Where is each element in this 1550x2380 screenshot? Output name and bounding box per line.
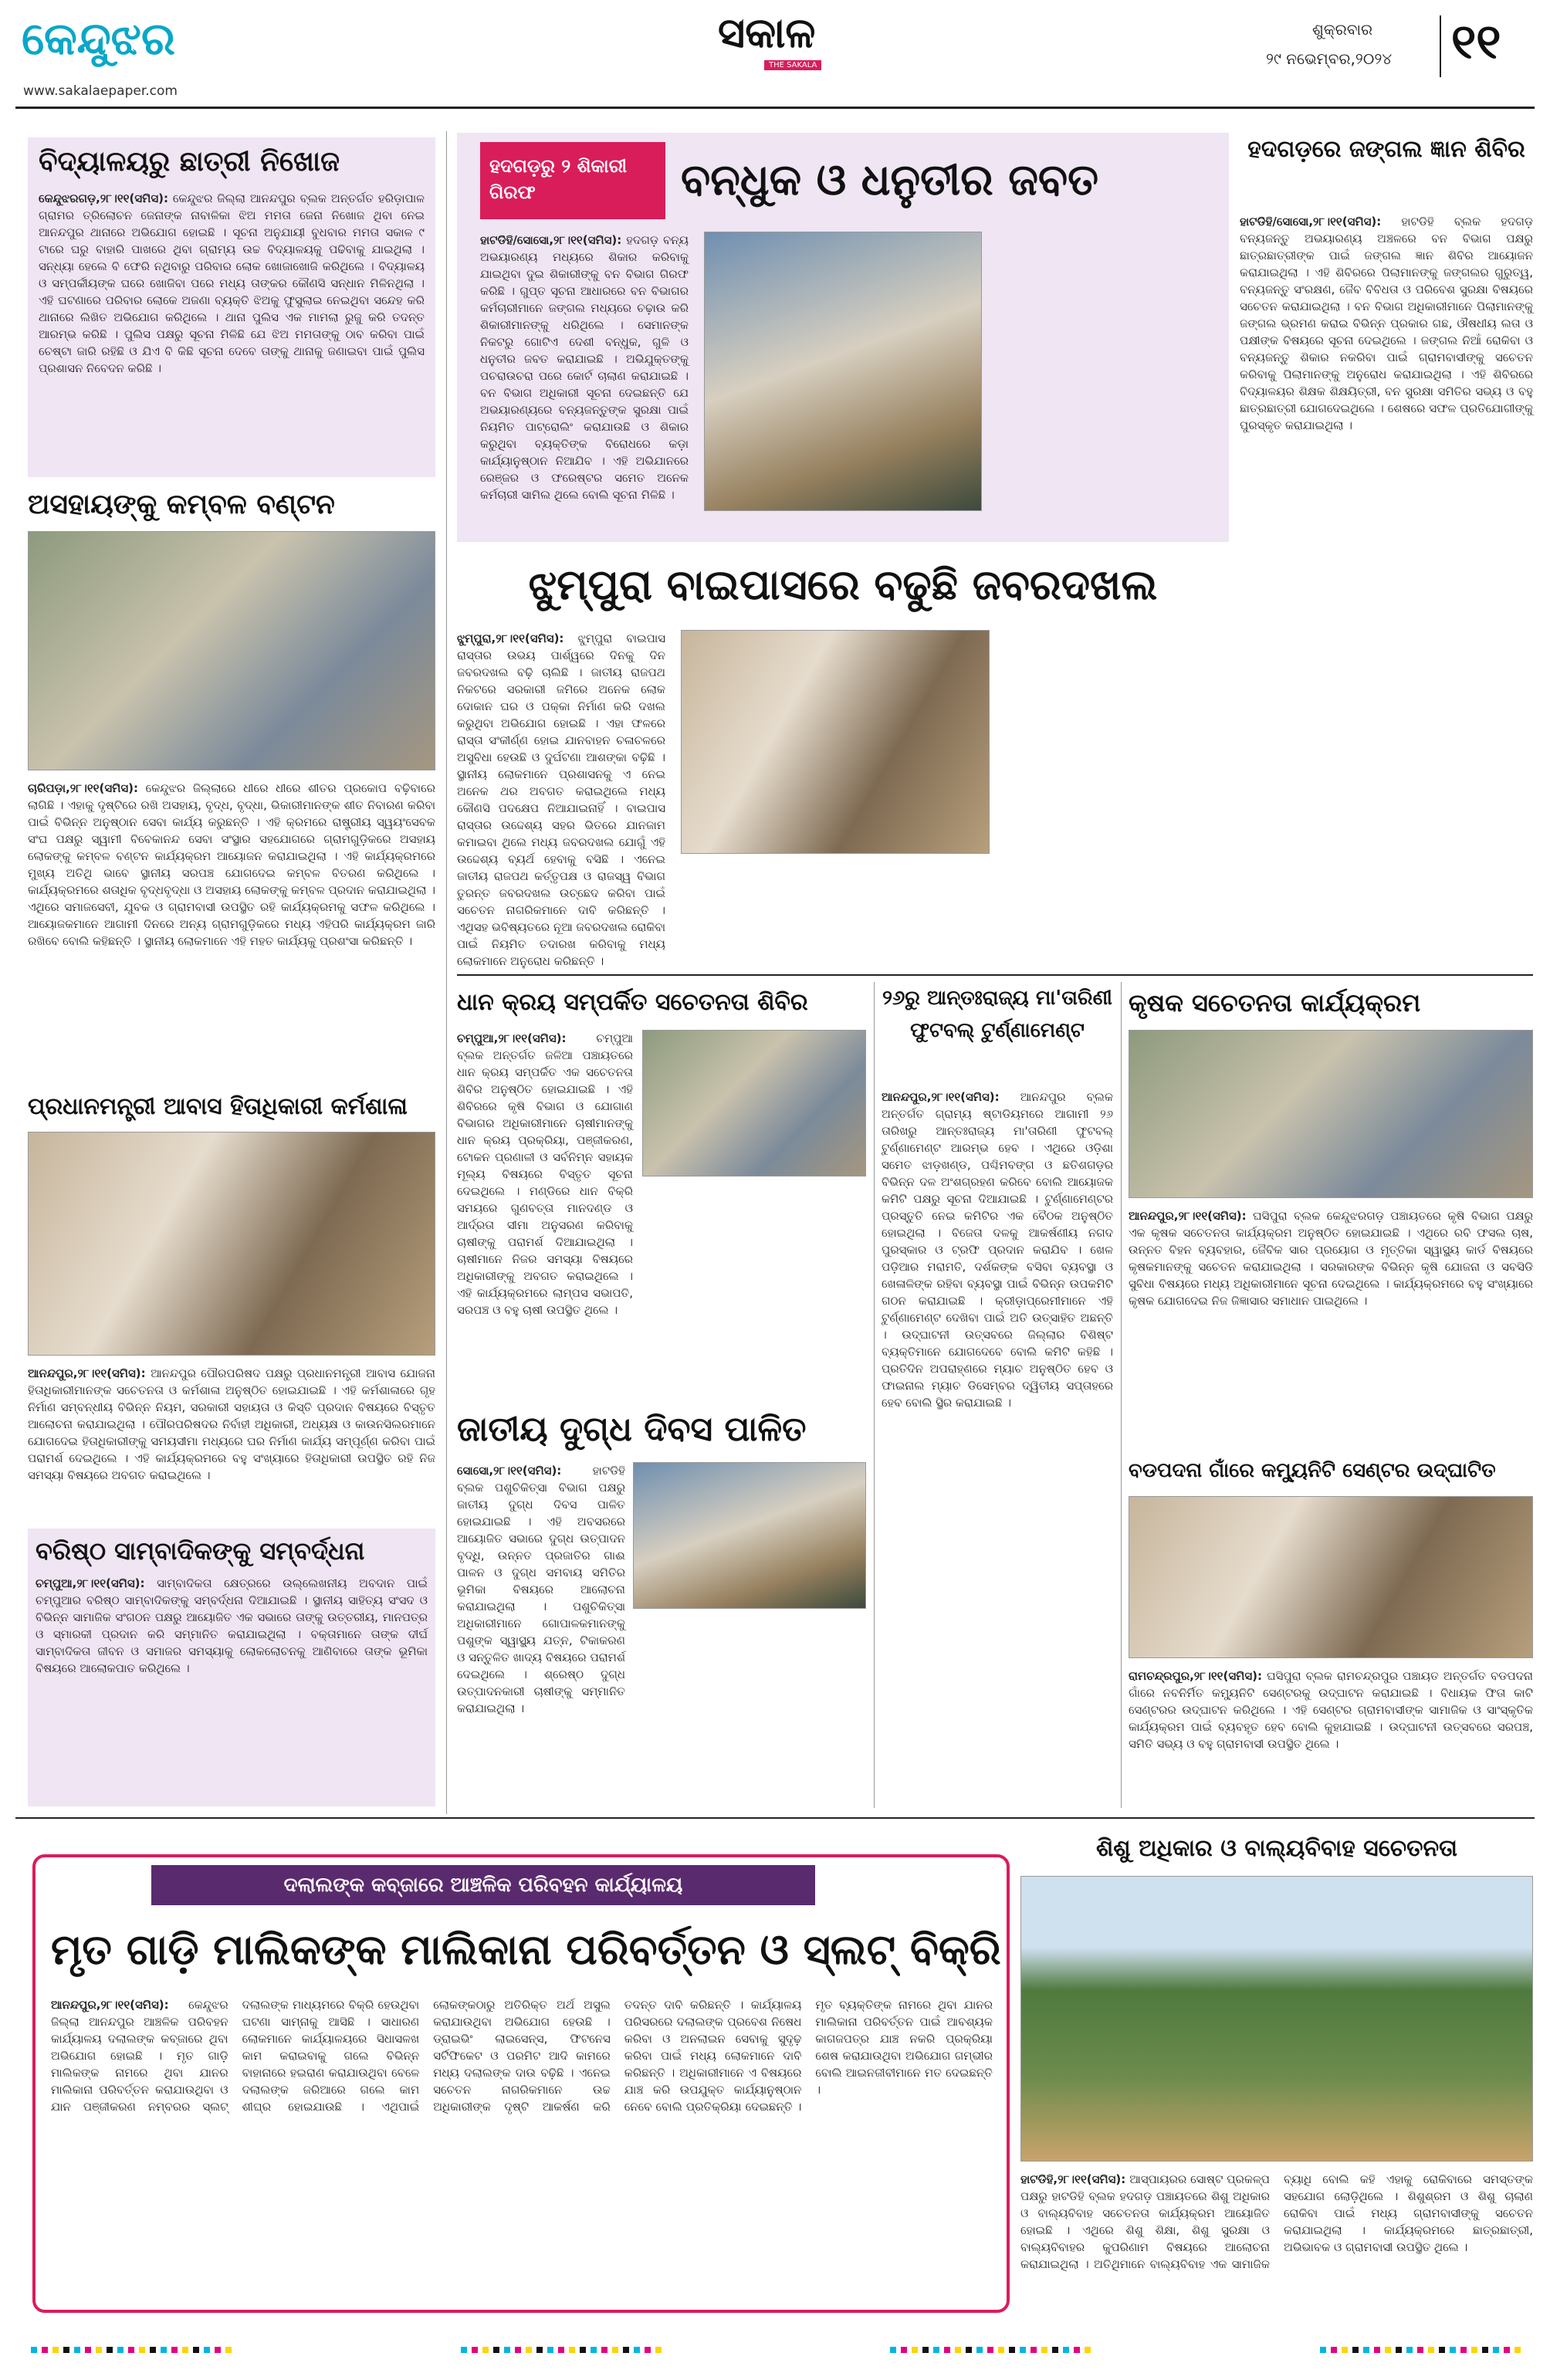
masthead: [0, 0, 1550, 116]
article-byline: ଚମ୍ପୁଆ,୨୮।୧୧(ସମିସ):: [457, 1031, 567, 1045]
article-headline: କୃଷକ ସଚେତନତା କାର୍ଯ୍ୟକ୍ରମ: [1129, 988, 1421, 1017]
article-body: [1129, 1667, 1533, 1803]
article-body: [1129, 1207, 1533, 1439]
article-headline: ବଡପଦନା ଗାଁରେ କମ୍ୟୁନିଟି ସେଣ୍ଟର ଉଦ୍‌ଘାଟିତ: [1129, 1459, 1496, 1482]
article-photo: [1129, 1496, 1533, 1658]
article-headline: ଧାନ କ୍ରୟ ସମ୍ପର୍କିତ ସଚେତନତା ଶିବିର: [457, 989, 808, 1016]
article-headline: ବରିଷ୍ଠ ସାମ୍ବାଦିକଙ୍କୁ ସମ୍ବର୍ଦ୍ଧନା: [36, 1536, 365, 1566]
article-photo: [28, 531, 435, 770]
article-body: [457, 1030, 633, 1393]
article-photo: [642, 1030, 866, 1176]
section-divider: [457, 974, 1533, 976]
issue-date: ୨୯ ନଭେମ୍ବର,୨୦୨୪: [1266, 49, 1393, 68]
article-child-rights: [1020, 1828, 1533, 2314]
page-number: ୧୧: [1451, 13, 1501, 69]
article-headline: ଝୁମ୍ପୁରା ବାଇପାସରେ ବଢୁଛି ଜବରଦଖଲ: [528, 560, 1158, 609]
article-football-tournament: [882, 982, 1113, 1808]
article-bypass-encroachment: [457, 550, 1229, 967]
article-headline: ହଦଗଡ଼ରେ ଜଙ୍ଗଲ ଜ୍ଞାନ ଶିବିର: [1247, 136, 1525, 163]
masthead-rule: [15, 107, 1535, 109]
article-text: କେନ୍ଦୁଝର ଜିଲ୍ଲାରେ ଧୀରେ ଧୀରେ ଶୀତର ପ୍ରକୋପ ବଢ଼ିବାରେ ଲାଗିଛି । ଏହାକୁ ଦୃଷ୍ଟିରେ ରଖି ଅସହାୟ, ବୃଦ୍ଧ, ବୃଦ୍ଧା, ଭିକାରୀମାନଙ୍କ ଶୀତ ନିବାରଣ କରିବା ପାଇଁ ବିଭିନ୍ନ ଅନୁଷ୍ଠାନ ସେବା କାର୍ଯ୍ୟ କରୁଛନ୍ତି । ଏହି କ୍ରମରେ ରାଷ୍ଟ୍ରୀୟ ସ୍ୱୟଂସେବକ ସଂଘ ପକ୍ଷରୁ ସ୍ୱାମୀ ବିବେକାନନ୍ଦ ସେବା ସଂସ୍ଥାର ସହଯୋଗରେ ଗ୍ରାମଗୁଡ଼ିକରେ ଅସହାୟ ଲୋକଙ୍କୁ କମ୍ବଳ ବଣ୍ଟନ କାର୍ଯ୍ୟକ୍ରମ ଆୟୋଜନ କରାଯାଇଥିଲା । ଏହି କାର୍ଯ୍ୟକ୍ରମରେ ମୁଖ୍ୟ ଅତିଥି ଭାବେ ସ୍ଥାନୀୟ ସରପଞ୍ଚ ଯୋଗଦେଇ କମ୍ବଳ ବିତରଣ କରିଥିଲେ । କାର୍ଯ୍ୟକ୍ରମରେ ଶତାଧିକ ବୃଦ୍ଧବୃଦ୍ଧା ଓ ଅସହାୟ ଲୋକଙ୍କୁ କମ୍ବଳ ପ୍ରଦାନ କରାଯାଇଥିଲା । ଏଥିରେ ସମାଜସେବୀ, ଯୁବକ ଓ ଗ୍ରାମବାସୀ ଉପସ୍ଥିତ ରହି କାର୍ଯ୍ୟକ୍ରମକୁ ସଫଳ କରିଥିଲେ । ଆୟୋଜକମାନେ ଆଗାମୀ ଦିନରେ ଅନ୍ୟ ଗ୍ରାମଗୁଡ଼ିକରେ ମଧ୍ୟ ଏହିପରି କାର୍ଯ୍ୟକ୍ରମ ଜାରି ରଖିବେ ବୋଲି କହିଛନ୍ତି । ସ୍ଥାନୀୟ ଲୋକମାନେ ଏହି ମହତ କାର୍ଯ୍ୟକୁ ପ୍ରଶଂସା କରିଛନ୍ତି ।: [28, 781, 435, 948]
article-photo: [681, 630, 990, 854]
article-byline: ସୋସୋ,୨୮।୧୧(ସମିସ):: [457, 1464, 562, 1478]
article-headline: ବନ୍ଧୁକ ଓ ଧନୁତୀର ଜବତ: [681, 155, 1099, 205]
article-headline: ଜାତୀୟ ଦୁଗ୍ଧ ଦିବସ ପାଳିତ: [457, 1410, 807, 1449]
article-paddy-procurement: [457, 982, 866, 1399]
article-text: କେନ୍ଦୁଝର ଜିଲ୍ଲା ଆନନ୍ଦପୁର ବ୍ଲକ ଅନ୍ତର୍ଗତ ହରିଡ଼ାପାଳ ଗ୍ରାମର ତ୍ରିଲୋଚନ ଜେନାଙ୍କ ନାବାଳିକା ଝିଅ ମମତା ଜେନା ନିଖୋଜ ଥିବା ନେଇ ଆନନ୍ଦପୁର ଥାନାରେ ଅଭିଯୋଗ ହୋଇଛି । ସୂଚନା ଅନୁଯାୟୀ ବୁଧବାର ମମତା ସକାଳ ୯ ଟାରେ ଘରୁ ବାହାରି ପାଖରେ ଥିବା ଗ୍ରାମ୍ୟ ଉଚ୍ଚ ବିଦ୍ୟାଳୟକୁ ପଢିବାକୁ ଯାଇଥିଲା । ସନ୍ଧ୍ୟା ହେଲେ ବି ଫେରି ନଥିବାରୁ ପରିବାର ଲୋକ ଖୋଜାଖୋଜି କରିଥିଲେ । ବିଦ୍ୟାଳୟ ଓ ସମ୍ପର୍କୀୟଙ୍କ ଘରେ ଖୋଜିବା ପରେ ମଧ୍ୟ ତାଙ୍କର କୌଣସି ସନ୍ଧାନ ମିଳିନଥିଲା । ଏହି ଘଟଣାରେ ପରିବାର ଲୋକେ ଅଜଣା ବ୍ୟକ୍ତି ଝିଅକୁ ଫୁସୁଲାଇ ନେଇଥିବା ସନ୍ଦେହ କରି ଥାନାରେ ଲିଖିତ ଅଭିଯୋଗ କରିଥିଲେ । ଥାନା ପୁଲିସ ଏକ ମାମଲା ରୁଜୁ କରି ତଦନ୍ତ ଆରମ୍ଭ କରିଛି । ପୁଲିସ ପକ୍ଷରୁ ସୂଚନା ମିଳିଛି ଯେ ଝିଅ ମମତାଙ୍କୁ ଠାବ କରିବା ପାଇଁ ଚେଷ୍ଟା ଜାରି ରହିଛି ଓ ଯିଏ ବି କିଛି ସୂଚନା ଦେବେ ତାଙ୍କୁ ଥାନାକୁ ଜଣାଇବା ପାଇଁ ପୁଲିସ ପ୍ରଶାସନ ନିବେଦନ କରିଛି ।: [39, 191, 425, 375]
article-body: [457, 630, 666, 968]
article-photo: [633, 1462, 866, 1609]
article-body: [1240, 213, 1533, 962]
article-text: ହଦଗଡ଼ ବନ୍ୟ ଅଭୟାରଣ୍ୟ ମଧ୍ୟରେ ଶିକାର କରିବାକୁ ଯାଇଥିବା ଦୁଇ ଶିକାରୀଙ୍କୁ ବନ ବିଭାଗ ଗିରଫ କରିଛି । ଗୁପ୍ତ ସୂଚନା ଆଧାରରେ ବନ ବିଭାଗର କର୍ମଚାରୀମାନେ ଜଙ୍ଗଲ ମଧ୍ୟରେ ଚଢ଼ାଉ କରି ଶିକାରୀମାନଙ୍କୁ ଧରିଥିଲେ । ସେମାନଙ୍କ ନିକଟରୁ ଗୋଟିଏ ଦେଶୀ ବନ୍ଧୁକ, ଗୁଳି ଓ ଧନୁତୀର ଜବତ କରାଯାଇଛି । ଅଭିଯୁକ୍ତଙ୍କୁ ପଚରାଉଚରା ପରେ କୋର୍ଟ ଚାଲାଣ କରାଯାଇଛି । ବନ ବିଭାଗ ଅଧିକାରୀ ସୂଚନା ଦେଇଛନ୍ତି ଯେ ଅଭୟାରଣ୍ୟରେ ବନ୍ୟଜନ୍ତୁଙ୍କ ସୁରକ୍ଷା ପାଇଁ ନିୟମିତ ପାଟ୍ରୋଲିଂ କରାଯାଉଛି ଓ ଶିକାର କରୁଥିବା ବ୍ୟକ୍ତିଙ୍କ ବିରୋଧରେ କଡ଼ା କାର୍ଯ୍ୟାନୁଷ୍ଠାନ ନିଆଯିବ । ଏହି ଅଭିଯାନରେ ରେଞ୍ଜର ଓ ଫରେଷ୍ଟର ସମେତ ଅନେକ କର୍ମଚାରୀ ସାମିଲ ଥିଲେ ବୋଲି ସୂଚନା ମିଳିଛି ।: [480, 233, 689, 502]
article-body: [39, 190, 425, 468]
article-byline: ହାଟଡିହି/ସୋସୋ,୨୮।୧୧(ସମିସ):: [1240, 215, 1382, 229]
article-body: [457, 1462, 625, 1802]
newspaper-logo-sub: THE SAKALA: [764, 60, 821, 70]
article-headline: ୨୬ରୁ ଆନ୍ତଃରାଜ୍ୟ ମା'ତାରିଣୀ ଫୁଟବଲ୍ ଟୁର୍ଣ୍ଣାମେଣ୍ଟ: [882, 987, 1112, 1042]
article-photo: [1129, 1030, 1533, 1198]
article-byline: ଆନନ୍ଦପୁର,୨୮।୧୧(ସମିସ):: [882, 1090, 1000, 1104]
article-body: [480, 232, 1206, 540]
color-registration-bar: [31, 2347, 1521, 2356]
article-text: ହାଟଡିହି ବ୍ଲକ ପଶୁଚିକିତ୍ସା ବିଭାଗ ପକ୍ଷରୁ ଜାତୀୟ ଦୁଗ୍ଧ ଦିବସ ପାଳିତ ହୋଇଯାଇଛି । ଏହି ଅବସରରେ ଆୟୋଜିତ ସଭାରେ ଦୁଗ୍ଧ ଉତ୍ପାଦନ ବୃଦ୍ଧି, ଉନ୍ନତ ପ୍ରଜାତିର ଗାଈ ପାଳନ ଓ ଦୁଗ୍ଧ ସମବାୟ ସମିତିର ଭୂମିକା ବିଷୟରେ ଆଲୋଚନା କରାଯାଇଥିଲା । ପଶୁଚିକିତ୍ସା ଅଧିକାରୀମାନେ ଗୋପାଳକମାନଙ୍କୁ ପଶୁଙ୍କ ସ୍ୱାସ୍ଥ୍ୟ ଯତ୍ନ, ଟିକାକରଣ ଓ ସନ୍ତୁଳିତ ଖାଦ୍ୟ ବିଷୟରେ ପରାମର୍ଶ ଦେଇଥିଲେ । ଶ୍ରେଷ୍ଠ ଦୁଗ୍ଧ ଉତ୍ପାଦନକାରୀ ଚାଷୀଙ୍କୁ ସମ୍ମାନିତ କରାଯାଇଥିଲା ।: [457, 1464, 625, 1715]
article-kicker: ହଦଗଡ଼ରୁ ୨ ଶିକାରୀ ଗିରଫ: [480, 142, 665, 219]
article-text: ସାମ୍ବାଦିକତା କ୍ଷେତ୍ରରେ ଉଲ୍ଲେଖନୀୟ ଅବଦାନ ପାଇଁ ଚମ୍ପୁଆର ବରିଷ୍ଠ ସାମ୍ବାଦିକଙ୍କୁ ସମ୍ବର୍ଦ୍ଧନା ଦିଆଯାଇଛି । ସ୍ଥାନୀୟ ସାହିତ୍ୟ ସଂସଦ ଓ ବିଭିନ୍ନ ସାମାଜିକ ସଂଗଠନ ପକ୍ଷରୁ ଆୟୋଜିତ ଏକ ସଭାରେ ତାଙ୍କୁ ଉତ୍ତରୀୟ, ମାନପତ୍ର ଓ ସ୍ମାରକୀ ପ୍ରଦାନ କରି ସମ୍ମାନିତ କରାଯାଇଥିଲା । ବକ୍ତାମାନେ ତାଙ୍କ ଦୀର୍ଘ ସାମ୍ବାଦିକତା ଜୀବନ ଓ ସମାଜର ସମସ୍ୟାକୁ ଲୋକଲୋଚନକୁ ଆଣିବାରେ ତାଙ୍କ ଭୂମିକା ବିଷୟରେ ଆଲୋକପାତ କରିଥିଲେ ।: [36, 1576, 428, 1675]
article-headline: ବିଦ୍ୟାଳୟରୁ ଛାତ୍ରୀ ନିଖୋଜ: [39, 146, 340, 178]
article-byline: ଆନନ୍ଦପୁର,୨୮।୧୧(ସମିସ):: [51, 1998, 169, 2012]
article-byline: ଆନନ୍ଦପୁର,୨୮।୧୧(ସମିସ):: [1129, 1209, 1247, 1223]
article-photo: [28, 1132, 435, 1356]
article-rto-brokers: [32, 1854, 1010, 2313]
article-student-missing: [28, 137, 435, 477]
article-pmay-workshop: [28, 1088, 435, 1521]
article-byline: ଆନନ୍ଦପୁର,୨୮।୧୧(ସମିସ):: [28, 1366, 146, 1380]
article-byline: କେନ୍ଦୁଝରଗଡ଼,୨୮।୧୧(ସମିସ):: [39, 191, 168, 205]
article-byline: ଝୁମ୍ପୁରା,୨୮।୧୧(ସମିସ):: [457, 631, 564, 645]
article-body: [1020, 2171, 1533, 2310]
article-photo: [704, 232, 982, 511]
article-body: [51, 1996, 993, 2305]
article-poachers-arrested: [457, 133, 1229, 542]
article-text: ଝୁମ୍ପୁରା ବାଇପାସ ରାସ୍ତାର ଉଭୟ ପାର୍ଶ୍ୱରେ ଦିନକୁ ଦିନ ଜବରଦଖଲ ବଢ଼ି ଚାଲିଛି । ଜାତୀୟ ରାଜପଥ ନିକଟରେ ସରକାରୀ ଜମିରେ ଅନେକ ଲୋକ ଦୋକାନ ଘର ଓ ପକ୍କା ନିର୍ମାଣ କରି ଦଖଲ କରୁଥିବା ଅଭିଯୋଗ ହୋଇଛି । ଏହା ଫଳରେ ରାସ୍ତା ସଂକୀର୍ଣ୍ଣ ହୋଇ ଯାନବାହନ ଚଳାଚଳରେ ଅସୁବିଧା ହେଉଛି ଓ ଦୁର୍ଘଟଣା ଆଶଙ୍କା ବଢ଼ିଛି । ସ୍ଥାନୀୟ ଲୋକମାନେ ପ୍ରଶାସନକୁ ଏ ନେଇ ଅନେକ ଥର ଅବଗତ କରାଇଥିଲେ ମଧ୍ୟ କୌଣସି ପଦକ୍ଷେପ ନିଆଯାଇନାହିଁ । ବାଇପାସ ରାସ୍ତାର ଉଦ୍ଦେଶ୍ୟ ସହର ଭିତରେ ଯାନଜାମ କମାଇବା ଥିଲେ ମଧ୍ୟ ଜବରଦଖଲ ଯୋଗୁଁ ଏହି ଉଦ୍ଦେଶ୍ୟ ବ୍ୟର୍ଥ ହେବାକୁ ବସିଛି । ଏନେଇ ଜାତୀୟ ରାଜପଥ କର୍ତ୍ତୃପକ୍ଷ ଓ ରାଜସ୍ୱ ବିଭାଗ ତୁରନ୍ତ ଜବରଦଖଲ ଉଚ୍ଛେଦ କରିବା ପାଇଁ ସଚେତନ ନାଗରିକମାନେ ଦାବି କରିଛନ୍ତି । ଏଥିସହ ଭବିଷ୍ୟତରେ ନୂଆ ଜବରଦଖଲ ରୋକିବା ପାଇଁ ନିୟମିତ ତଦାରଖ କରିବାକୁ ମଧ୍ୟ ଲୋକମାନେ ଅନୁରୋଧ କରିଛନ୍ତି ।: [457, 631, 666, 968]
website-url: www.sakalaepaper.com: [23, 83, 178, 99]
article-headline: ମୃତ ଗାଡ଼ି ମାଲିକଙ୍କ ମାଲିକାନା ପରିବର୍ତ୍ତନ ଓ ସ୍ଲଟ୍ ବିକ୍ରି: [51, 1925, 1001, 1974]
article-blanket-distribution: [28, 485, 435, 1079]
article-text: ଆସ୍ପାୟରର ସୋଷ୍ଟ ପ୍ରକଳ୍ପ ପକ୍ଷରୁ ହାଟଡିହି ବ୍ଲକ ହଦଗଡ଼ ପଞ୍ଚାୟତରେ ଶିଶୁ ଅଧିକାର ଓ ବାଲ୍ୟବିବାହ ସଚେତନତା କାର୍ଯ୍ୟକ୍ରମ ଆୟୋଜିତ ହୋଇଛି । ଏଥିରେ ଶିଶୁ ଶିକ୍ଷା, ଶିଶୁ ସୁରକ୍ଷା ଓ ବାଲ୍ୟବିବାହର କୁପରିଣାମ ବିଷୟରେ ଆଲୋଚନା କରାଯାଇଥିଲା । ଅତିଥିମାନେ ବାଲ୍ୟବିବାହ ଏକ ସାମାଜିକ ବ୍ୟାଧି ବୋଲି କହି ଏହାକୁ ରୋକିବାରେ ସମସ୍ତଙ୍କ ସହଯୋଗ ଲୋଡ଼ିଥିଲେ । ଶିଶୁଶ୍ରମ ଓ ଶିଶୁ ଚାଲାଣ ରୋକିବା ପାଇଁ ମଧ୍ୟ ଗ୍ରାମବାସୀଙ୍କୁ ସଚେତନ କରାଯାଇଥିଲା । କାର୍ଯ୍ୟକ୍ରମରେ ଛାତ୍ରଛାତ୍ରୀ, ଅଭିଭାବକ ଓ ଗ୍ରାମବାସୀ ଉପସ୍ଥିତ ଥିଲେ ।: [1020, 2172, 1533, 2271]
article-kicker: ଦଲାଲଙ୍କ କବ୍ଜାରେ ଆଞ୍ଚଳିକ ପରିବହନ କାର୍ଯ୍ୟାଳୟ: [151, 1865, 815, 1905]
article-text: କେନ୍ଦୁଝର ଜିଲ୍ଲା ଆନନ୍ଦପୁର ଆଞ୍ଚଳିକ ପରିବହନ କାର୍ଯ୍ୟାଳୟ ଦଲାଲଙ୍କ କବ୍ଜାରେ ଥିବା ଅଭିଯୋଗ ହୋଇଛି । ମୃତ ଗାଡ଼ି ମାଲିକଙ୍କ ନାମରେ ଥିବା ଯାନର ମାଲିକାନା ପରିବର୍ତ୍ତନ କରାଯାଉଥିବା ଓ ଯାନ ପଞ୍ଜୀକରଣ ନମ୍ବରର ସ୍ଲଟ୍ ଦଲାଲଙ୍କ ମାଧ୍ୟମରେ ବିକ୍ରି ହେଉଥିବା ଘଟଣା ସାମ୍ନାକୁ ଆସିଛି । ସାଧାରଣ ଲୋକମାନେ କାର୍ଯ୍ୟାଳୟରେ ସିଧାସଳଖ କାମ କରାଇବାକୁ ଗଲେ ବିଭିନ୍ନ ବାହାନାରେ ହଇରାଣ କରାଯାଉଥିବା ବେଳେ ଦଲାଲଙ୍କ ଜରିଆରେ ଗଲେ କାମ ଶୀଘ୍ର ହୋଇଯାଉଛି । ଏଥିପାଇଁ ଲୋକଙ୍କଠାରୁ ଅତିରିକ୍ତ ଅର୍ଥ ଅସୁଲ କରାଯାଉଥିବା ଅଭିଯୋଗ ହେଉଛି । ଡ୍ରାଇଭିଂ ଲାଇସେନ୍ସ, ଫିଟନେସ ସର୍ଟିଫିକେଟ ଓ ପରମିଟ ଆଦି କାମରେ ମଧ୍ୟ ଦଲାଲଙ୍କ ଦାଉ ବଢ଼ିଛି । ଏନେଇ ସଚେତନ ନାଗରିକମାନେ ଉଚ୍ଚ ଅଧିକାରୀଙ୍କ ଦୃଷ୍ଟି ଆକର୍ଷଣ କରି ତଦନ୍ତ ଦାବି କରିଛନ୍ତି । କାର୍ଯ୍ୟାଳୟ ପରିସରରେ ଦଲାଲଙ୍କ ପ୍ରବେଶ ନିଷେଧ କରିବା ଓ ଅନଲାଇନ ସେବାକୁ ସୁଦୃଢ଼ କରିବା ପାଇଁ ମଧ୍ୟ ଲୋକମାନେ ଦାବି କରିଛନ୍ତି । ଅଧିକାରୀମାନେ ଏ ବିଷୟରେ ଯାଞ୍ଚ କରି ଉପଯୁକ୍ତ କାର୍ଯ୍ୟାନୁଷ୍ଠାନ ନେବେ ବୋଲି ପ୍ରତିକ୍ରିୟା ଦେଇଛନ୍ତି । ମୃତ ବ୍ୟକ୍ତିଙ୍କ ନାମରେ ଥିବା ଯାନର ମାଲିକାନା ପରିବର୍ତ୍ତନ ପାଇଁ ଆବଶ୍ୟକ କାଗଜପତ୍ର ଯାଞ୍ଚ ନକରି ପ୍ରକ୍ରିୟା ଶେଷ କରାଯାଉଥିବା ଅଭିଯୋଗ ଗମ୍ଭୀର ବୋଲି ଆଇନଜୀବୀମାନେ ମତ ଦେଇଛନ୍ତି ।: [51, 1998, 993, 2114]
column-divider: [874, 982, 875, 1808]
article-photo: [1020, 1876, 1533, 2162]
article-byline: ରାମଚନ୍ଦ୍ରପୁର,୨୮।୧୧(ସମିସ):: [1129, 1669, 1262, 1683]
article-body: [28, 780, 435, 1078]
article-body: [882, 1088, 1113, 1803]
article-national-milk-day: [457, 1405, 866, 1806]
article-body: [28, 1365, 435, 1519]
article-community-centre: [1129, 1451, 1533, 1806]
column-divider: [446, 131, 447, 1814]
masthead-divider: [1440, 15, 1441, 77]
article-byline: ଚମ୍ପୁଆ,୨୮।୧୧(ସମିସ):: [36, 1576, 145, 1590]
article-text: ଘସିପୁରା ବ୍ଲକ କେନ୍ଦୁଝରଗଡ଼ ପଞ୍ଚାୟତରେ କୃଷି ବିଭାଗ ପକ୍ଷରୁ ଏକ କୃଷକ ସଚେତନତା କାର୍ଯ୍ୟକ୍ରମ ଅନୁଷ୍ଠିତ ହୋଇଯାଇଛି । ଏଥିରେ ରବି ଫସଲ ଚାଷ, ଉନ୍ନତ ବିହନ ବ୍ୟବହାର, ଜୈବିକ ସାର ପ୍ରୟୋଗ ଓ ମୃତ୍ତିକା ସ୍ୱାସ୍ଥ୍ୟ କାର୍ଡ ବିଷୟରେ କୃଷକମାନଙ୍କୁ ସଚେତନ କରାଯାଇଥିଲା । ସରକାରଙ୍କ ବିଭିନ୍ନ କୃଷି ଯୋଜନା ଓ ସବସିଡି ସୁବିଧା ବିଷୟରେ ମଧ୍ୟ ଅଧିକାରୀମାନେ ସୂଚନା ଦେଇଥିଲେ । କାର୍ଯ୍ୟକ୍ରମରେ ବହୁ ସଂଖ୍ୟାରେ କୃଷକ ଯୋଗଦେଇ ନିଜ ଜିଜ୍ଞାସାର ସମାଧାନ ପାଇଥିଲେ ।: [1129, 1209, 1534, 1308]
issue-day: ଶୁକ୍ରବାର: [1312, 20, 1373, 39]
column-divider: [1121, 982, 1122, 1808]
article-body: [36, 1575, 428, 1799]
section-divider: [15, 1817, 1535, 1819]
article-text: ଘସିପୁରା ବ୍ଲକ ରାମଚନ୍ଦ୍ରପୁର ପଞ୍ଚାୟତ ଅନ୍ତର୍ଗତ ବଡପଦନା ଗାଁରେ ନବନିର୍ମିତ କମ୍ୟୁନିଟି ସେଣ୍ଟରକୁ ଉଦ୍‌ଘାଟନ କରାଯାଇଛି । ବିଧାୟକ ଫିତା କାଟି ସେଣ୍ଟରର ଉଦ୍‌ଘାଟନ କରିଥିଲେ । ଏହି ସେଣ୍ଟର ଗ୍ରାମବାସୀଙ୍କ ସାମାଜିକ ଓ ସାଂସ୍କୃତିକ କାର୍ଯ୍ୟକ୍ରମ ପାଇଁ ବ୍ୟବହୃତ ହେବ ବୋଲି କୁହାଯାଇଛି । ଉଦ୍‌ଘାଟନୀ ଉତ୍ସବରେ ସରପଞ୍ଚ, ସମିତି ସଭ୍ୟ ଓ ବହୁ ଗ୍ରାମବାସୀ ଉପସ୍ଥିତ ଥିଲେ ।: [1129, 1669, 1533, 1751]
article-farmer-awareness: [1129, 982, 1533, 1445]
section-title: କେନ୍ଦୁଝର: [22, 12, 175, 65]
article-text: ଆନନ୍ଦପୁର ବ୍ଲକ ଅନ୍ତର୍ଗତ ଗ୍ରାମ୍ୟ ଷ୍ଟାଡିୟମରେ ଆଗାମୀ ୨୬ ତାରିଖରୁ ଆନ୍ତଃରାଜ୍ୟ ମା'ତାରିଣୀ ଫୁଟବଲ୍ ଟୁର୍ଣ୍ଣାମେଣ୍ଟ ଆରମ୍ଭ ହେବ । ଏଥିରେ ଓଡ଼ିଶା ସମେତ ଝାଡ଼ଖଣ୍ଡ, ପଶ୍ଚିମବଙ୍ଗ ଓ ଛତିଶଗଡ଼ର ବିଭିନ୍ନ ଦଳ ଅଂଶଗ୍ରହଣ କରିବେ ବୋଲି ଆୟୋଜକ କମିଟି ପକ୍ଷରୁ ସୂଚନା ଦିଆଯାଇଛି । ଟୁର୍ଣ୍ଣାମେଣ୍ଟର ପ୍ରସ୍ତୁତି ନେଇ କମିଟିର ଏକ ବୈଠକ ଅନୁଷ୍ଠିତ ହୋଇଥିଲା । ବିଜେତା ଦଳକୁ ଆକର୍ଷଣୀୟ ନଗଦ ପୁରସ୍କାର ଓ ଟ୍ରଫି ପ୍ରଦାନ କରାଯିବ । ଖେଳ ପଡ଼ିଆର ମରାମତି, ଦର୍ଶକଙ୍କ ବସିବା ବ୍ୟବସ୍ଥା ଓ ଖେଳାଳିଙ୍କ ରହିବା ବ୍ୟବସ୍ଥା ପାଇଁ ବିଭିନ୍ନ ଉପକମିଟି ଗଠନ କରାଯାଇଛି । କ୍ରୀଡ଼ାପ୍ରେମୀମାନେ ଏହି ଟୁର୍ଣ୍ଣାମେଣ୍ଟ ଦେଖିବା ପାଇଁ ଅତି ଉତ୍ସାହିତ ଅଛନ୍ତି । ଉଦ୍‌ଘାଟନୀ ଉତ୍ସବରେ ଜିଲ୍ଲାର ବିଶିଷ୍ଟ ବ୍ୟକ୍ତିମାନେ ଯୋଗଦେବେ ବୋଲି କମିଟି କହିଛି । ପ୍ରତିଦିନ ଅପରାହ୍ଣରେ ମ୍ୟାଚ ଅନୁଷ୍ଠିତ ହେବ ଓ ଫାଇନାଲ ମ୍ୟାଚ ଡିସେମ୍ବର ଦ୍ୱିତୀୟ ସପ୍ତାହରେ ହେବ ବୋଲି ସ୍ଥିର କରାଯାଇଛି ।: [882, 1090, 1113, 1410]
article-text: ହାଟଡିହି ବ୍ଲକ ହଦଗଡ଼ ବନ୍ୟଜନ୍ତୁ ଅଭୟାରଣ୍ୟ ଅଞ୍ଚଳରେ ବନ ବିଭାଗ ପକ୍ଷରୁ ଛାତ୍ରଛାତ୍ରୀଙ୍କ ପାଇଁ ଜଙ୍ଗଲ ଜ୍ଞାନ ଶିବିର ଆୟୋଜନ କରାଯାଇଥିଲା । ଏହି ଶିବିରରେ ପିଲାମାନଙ୍କୁ ଜଙ୍ଗଲର ଗୁରୁତ୍ୱ, ବନ୍ୟଜନ୍ତୁ ସଂରକ୍ଷଣ, ଜୈବ ବିବିଧତା ଓ ପରିବେଶ ସୁରକ୍ଷା ବିଷୟରେ ସଚେତନ କରାଯାଇଥିଲା । ବନ ବିଭାଗ ଅଧିକାରୀମାନେ ପିଲାମାନଙ୍କୁ ଜଙ୍ଗଲ ଭ୍ରମଣ କରାଇ ବିଭିନ୍ନ ପ୍ରକାର ଗଛ, ଔଷଧୀୟ ଲତା ଓ ପକ୍ଷୀଙ୍କ ବିଷୟରେ ସୂଚନା ଦେଇଥିଲେ । ଜଙ୍ଗଲ ନିଆଁ ରୋକିବା ଓ ବନ୍ୟଜନ୍ତୁ ଶିକାର ନକରିବା ପାଇଁ ଗ୍ରାମବାସୀଙ୍କୁ ସଚେତନ କରିବାକୁ ପିଲାମାନଙ୍କୁ ଅନୁରୋଧ କରାଯାଇଥିଲା । ଏହି ଶିବିରରେ ବିଦ୍ୟାଳୟର ଶିକ୍ଷକ ଶିକ୍ଷୟିତ୍ରୀ, ବନ ସୁରକ୍ଷା ସମିତିର ସଭ୍ୟ ଓ ବହୁ ଛାତ୍ରଛାତ୍ରୀ ଯୋଗଦେଇଥିଲେ । ଶେଷରେ ସଫଳ ପ୍ରତିଯୋଗୀଙ୍କୁ ପୁରସ୍କୃତ କରାଯାଇଥିଲା ।: [1240, 215, 1533, 432]
article-forest-camp: [1240, 133, 1533, 967]
article-headline: ଶିଶୁ ଅଧିକାର ଓ ବାଲ୍ୟବିବାହ ସଚେତନତା: [1095, 1835, 1458, 1862]
article-byline: ହାଟଡିହି,୨୮।୧୧(ସମିସ):: [1020, 2172, 1126, 2186]
article-headline: ଅସହାୟଙ୍କୁ କମ୍ବଳ ବଣ୍ଟନ: [28, 489, 335, 520]
article-text: ଆନନ୍ଦପୁର ପୌରପରିଷଦ ପକ୍ଷରୁ ପ୍ରଧାନମନ୍ତ୍ରୀ ଆବାସ ଯୋଜନା ହିତାଧିକାରୀମାନଙ୍କ ସଚେତନତା ଓ କର୍ମଶାଳା ଅନୁଷ୍ଠିତ ହୋଇଯାଇଛି । ଏହି କର୍ମଶାଳାରେ ଗୃହ ନିର୍ମାଣ ସମ୍ବନ୍ଧୀୟ ବିଭିନ୍ନ ନିୟମ, ସରକାରୀ ସହାୟତା ଓ କିସ୍ତି ପ୍ରଦାନ ବିଷୟରେ ବିସ୍ତୃତ ଆଲୋଚନା କରାଯାଇଥିଲା । ପୌରପରିଷଦର ନିର୍ବାହୀ ଅଧିକାରୀ, ଅଧ୍ୟକ୍ଷ ଓ କାଉନସିଲରମାନେ ଯୋଗଦେଇ ହିତାଧିକାରୀଙ୍କୁ ସମୟସୀମା ମଧ୍ୟରେ ଘର ନିର୍ମାଣ କାର୍ଯ୍ୟ ସମ୍ପୂର୍ଣ୍ଣ କରିବା ପାଇଁ ପରାମର୍ଶ ଦେଇଥିଲେ । ଏହି କାର୍ଯ୍ୟକ୍ରମରେ ବହୁ ସଂଖ୍ୟାରେ ହିତାଧିକାରୀ ଉପସ୍ଥିତ ରହି ନିଜ ସମସ୍ୟା ବିଷୟରେ ଅବଗତ କରାଇଥିଲେ ।: [28, 1366, 435, 1482]
article-byline: ଚାରିପଡ଼ା,୨୮।୧୧(ସମିସ):: [28, 781, 138, 795]
article-text: ଚମ୍ପୁଆ ବ୍ଲକ ଅନ୍ତର୍ଗତ ଜଳିଆ ପଞ୍ଚାୟତରେ ଧାନ କ୍ରୟ ସମ୍ପର୍କିତ ଏକ ସଚେତନତା ଶିବିର ଅନୁଷ୍ଠିତ ହୋଇଯାଇଛି । ଏହି ଶିବିରରେ କୃଷି ବିଭାଗ ଓ ଯୋଗାଣ ବିଭାଗର ଅଧିକାରୀମାନେ ଚାଷୀମାନଙ୍କୁ ଧାନ କ୍ରୟ ପ୍ରକ୍ରିୟା, ପଞ୍ଜୀକରଣ, ଟୋକନ ପ୍ରଣାଳୀ ଓ ସର୍ବନିମ୍ନ ସହାୟକ ମୂଲ୍ୟ ବିଷୟରେ ବିସ୍ତୃତ ସୂଚନା ଦେଇଥିଲେ । ମଣ୍ଡିରେ ଧାନ ବିକ୍ରି ସମୟରେ ଗୁଣବତ୍ତା ମାନଦଣ୍ଡ ଓ ଆର୍ଦ୍ରତା ସୀମା ଅନୁସରଣ କରିବାକୁ ଚାଷୀଙ୍କୁ ପରାମର୍ଶ ଦିଆଯାଇଥିଲା । ଚାଷୀମାନେ ନିଜର ସମସ୍ୟା ବିଷୟରେ ଅଧିକାରୀଙ୍କୁ ଅବଗତ କରାଇଥିଲେ । ଏହି କାର୍ଯ୍ୟକ୍ରମରେ ଲାମ୍ପସ ସଭାପତି, ସରପଞ୍ଚ ଓ ବହୁ ଚାଷୀ ଉପସ୍ଥିତ ଥିଲେ ।: [457, 1031, 633, 1317]
article-headline: ପ୍ରଧାନମନ୍ତ୍ରୀ ଆବାସ ହିତାଧିକାରୀ କର୍ମଶାଳା: [28, 1093, 408, 1120]
article-byline: ହାଟଡିହି/ସୋସୋ,୨୮।୧୧(ସମିସ):: [480, 233, 622, 247]
article-journalist-felicitation: [28, 1529, 435, 1806]
newspaper-logo: ସକାଳ: [718, 8, 816, 57]
